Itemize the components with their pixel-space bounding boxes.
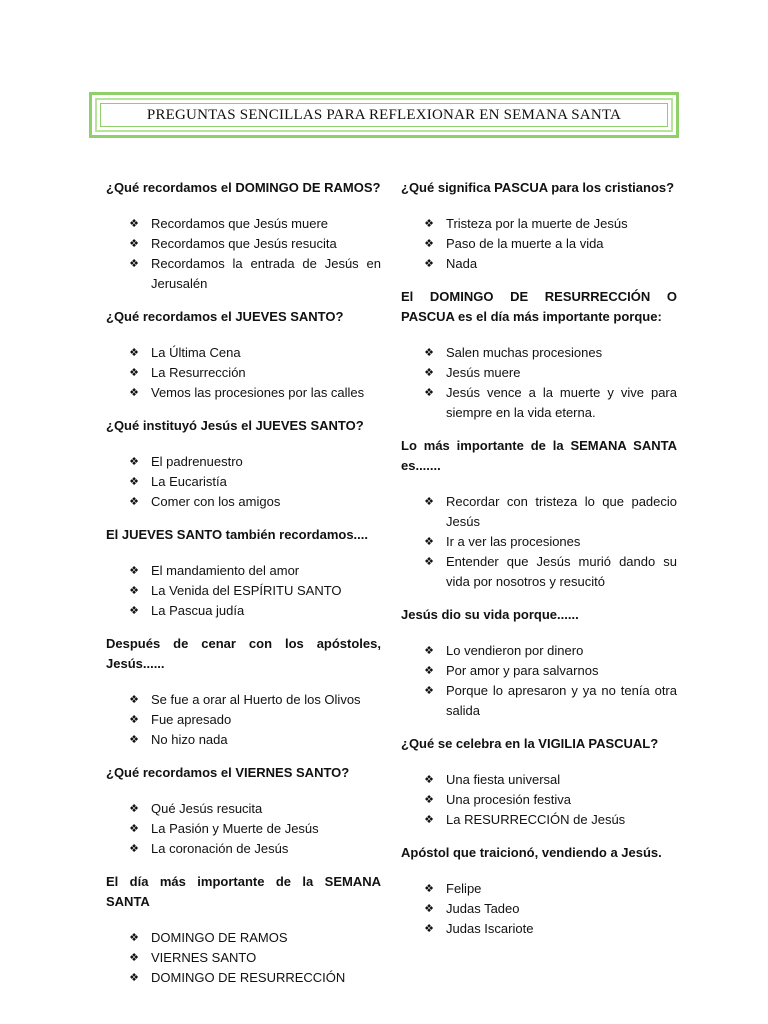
answer-text: Judas Iscariote [446,921,534,936]
diamond-bullet-icon: ❖ [129,565,139,577]
diamond-bullet-icon: ❖ [424,883,434,895]
question: Apóstol que traicionó, vendiendo a Jesús. [401,845,662,860]
answer-option [106,948,381,968]
answer-text: Salen muchas procesiones [446,345,603,360]
answer-text: Qué Jesús resucita [151,801,263,816]
diamond-bullet-icon: ❖ [424,665,434,677]
answer-option [106,472,381,492]
answer-option [401,919,677,939]
answer-list [106,561,381,621]
answer-text: Comer con los amigos [151,494,281,509]
diamond-bullet-icon: ❖ [129,843,139,855]
answer-option [401,254,677,274]
question: Después de cenar con los apóstoles, Jesús...... [106,636,381,671]
answer-list [106,214,381,294]
answer-text: La Venida del ESPÍRITU SANTO [151,583,342,598]
answer-text: Entender que Jesús murió dando su vida por nosotros y resucitó [446,554,677,589]
answer-option [401,492,677,532]
answer-list [401,770,677,830]
diamond-bullet-icon: ❖ [129,387,139,399]
answer-option [106,690,381,710]
diamond-bullet-icon: ❖ [424,367,434,379]
diamond-bullet-icon: ❖ [424,923,434,935]
answer-text: Recordar con tristeza lo que padecio Jesús [446,494,677,529]
answer-text: Felipe [446,881,482,896]
diamond-bullet-icon: ❖ [424,685,434,697]
question: ¿Qué significa PASCUA para los cristianos? [401,180,675,195]
question: ¿Qué instituyó Jesús el JUEVES SANTO? [106,418,364,433]
answer-option [401,661,677,681]
question: El día más importante de la SEMANA SANTA [106,874,381,909]
answer-option [401,641,677,661]
diamond-bullet-icon: ❖ [129,476,139,488]
diamond-bullet-icon: ❖ [424,347,434,359]
answer-option [401,343,677,363]
answer-option [401,234,677,254]
answer-option [401,383,677,423]
diamond-bullet-icon: ❖ [129,803,139,815]
diamond-bullet-icon: ❖ [129,496,139,508]
diamond-bullet-icon: ❖ [129,347,139,359]
answer-text: Jesús muere [446,365,521,380]
diamond-bullet-icon: ❖ [129,605,139,617]
diamond-bullet-icon: ❖ [129,694,139,706]
diamond-bullet-icon: ❖ [424,258,434,270]
diamond-bullet-icon: ❖ [129,238,139,250]
answer-text: DOMINGO DE RAMOS [151,930,288,945]
answer-option [401,810,677,830]
answer-text: Porque lo apresaron y ya no tenía otra salida [446,683,677,718]
answer-option [106,799,381,819]
diamond-bullet-icon: ❖ [424,645,434,657]
question: El JUEVES SANTO también recordamos.... [106,527,369,542]
diamond-bullet-icon: ❖ [424,903,434,915]
question: ¿Qué se celebra en la VIGILIA PASCUAL? [401,736,659,751]
answer-option [106,928,381,948]
answer-text: Vemos las procesiones por las calles [151,385,365,400]
answer-text: Tristeza por la muerte de Jesús [446,216,628,231]
diamond-bullet-icon: ❖ [424,496,434,508]
question: Jesús dio su vida porque...... [401,607,579,622]
page-title: PREGUNTAS SENCILLAS PARA REFLEXIONAR EN SEMANA SANTA [146,107,622,123]
diamond-bullet-icon: ❖ [129,972,139,984]
answer-list [401,492,677,592]
answer-option [106,363,381,383]
answer-text: VIERNES SANTO [151,950,257,965]
diamond-bullet-icon: ❖ [129,823,139,835]
question: ¿Qué recordamos el DOMINGO DE RAMOS? [106,180,381,195]
left-column [106,178,381,1001]
answer-text: Lo vendieron por dinero [446,643,584,658]
answer-option [401,552,677,592]
question: Lo más importante de la SEMANA SANTA es....... [401,438,677,473]
answer-option [106,254,381,294]
answer-list [401,343,677,423]
answer-text: DOMINGO DE RESURRECCIÓN [151,970,346,985]
diamond-bullet-icon: ❖ [424,814,434,826]
answer-text: Recordamos que Jesús resucita [151,236,337,251]
diamond-bullet-icon: ❖ [424,794,434,806]
answer-option [106,839,381,859]
answer-option [401,532,677,552]
answer-option [106,492,381,512]
answer-option [106,452,381,472]
answer-text: El mandamiento del amor [151,563,300,578]
answer-option [106,214,381,234]
answer-option [106,968,381,988]
diamond-bullet-icon: ❖ [129,952,139,964]
answer-text: La Pascua judía [151,603,245,618]
answer-option [106,730,381,750]
diamond-bullet-icon: ❖ [424,536,434,548]
answer-text: La Eucaristía [151,474,227,489]
diamond-bullet-icon: ❖ [129,367,139,379]
answer-list [106,452,381,512]
diamond-bullet-icon: ❖ [129,932,139,944]
diamond-bullet-icon: ❖ [424,387,434,399]
answer-option [401,681,677,721]
answer-text: La Resurrección [151,365,246,380]
diamond-bullet-icon: ❖ [424,238,434,250]
answer-option [401,899,677,919]
answer-text: Jesús vence a la muerte y vive para siempre en la vida eterna. [446,385,677,420]
answer-text: La RESURRECCIÓN de Jesús [446,812,626,827]
answer-option [106,561,381,581]
right-column [401,178,677,952]
answer-option [106,343,381,363]
answer-option [401,790,677,810]
answer-text: Recordamos la entrada de Jesús en Jerusalén [151,256,381,291]
answer-text: Por amor y para salvarnos [446,663,599,678]
answer-text: Judas Tadeo [446,901,520,916]
answer-option [106,383,381,403]
diamond-bullet-icon: ❖ [424,556,434,568]
title-frame [89,92,679,138]
answer-option [401,770,677,790]
answer-list [401,879,677,939]
answer-list [401,214,677,274]
answer-option [106,710,381,730]
answer-text: Una procesión festiva [446,792,572,807]
answer-text: Nada [446,256,478,271]
answer-text: Ir a ver las procesiones [446,534,581,549]
answer-text: No hizo nada [151,732,228,747]
answer-text: Se fue a orar al Huerto de los Olivos [151,692,361,707]
answer-list [401,641,677,721]
diamond-bullet-icon: ❖ [129,714,139,726]
answer-option [106,234,381,254]
diamond-bullet-icon: ❖ [129,585,139,597]
answer-list [106,343,381,403]
question: El DOMINGO DE RESURRECCIÓN O PASCUA es el día más importante porque: [401,289,677,324]
diamond-bullet-icon: ❖ [129,218,139,230]
answer-list [106,799,381,859]
question: ¿Qué recordamos el JUEVES SANTO? [106,309,344,324]
diamond-bullet-icon: ❖ [129,258,139,270]
diamond-bullet-icon: ❖ [424,774,434,786]
diamond-bullet-icon: ❖ [129,456,139,468]
answer-option [401,214,677,234]
diamond-bullet-icon: ❖ [129,734,139,746]
answer-option [106,601,381,621]
answer-list [106,928,381,988]
answer-option [106,581,381,601]
answer-text: Una fiesta universal [446,772,561,787]
answer-text: El padrenuestro [151,454,243,469]
answer-option [106,819,381,839]
answer-text: Recordamos que Jesús muere [151,216,329,231]
answer-text: Paso de la muerte a la vida [446,236,604,251]
question: ¿Qué recordamos el VIERNES SANTO? [106,765,350,780]
answer-option [401,879,677,899]
diamond-bullet-icon: ❖ [424,218,434,230]
answer-text: La Última Cena [151,345,241,360]
answer-text: La Pasión y Muerte de Jesús [151,821,319,836]
answer-list [106,690,381,750]
answer-option [401,363,677,383]
answer-text: La coronación de Jesús [151,841,289,856]
answer-text: Fue apresado [151,712,232,727]
